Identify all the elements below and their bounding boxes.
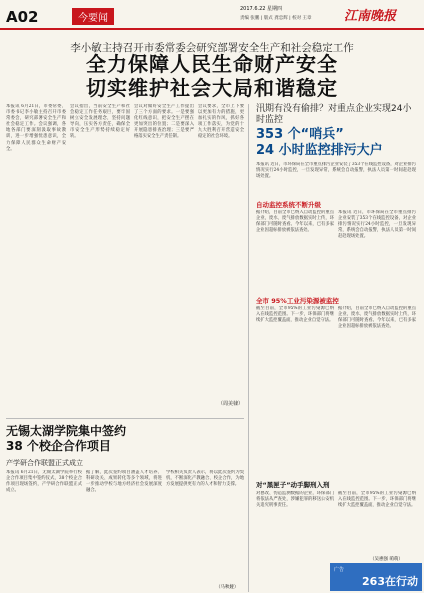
- second-headline: [6, 424, 126, 454]
- lead-headline-line1: 全力保障人民生命财产安全: [86, 52, 338, 76]
- lead-col-3: 会议对做好安全生产工作提出了三个方面的要求。一是要强化红线意识，把安全生产摆在更加突出的位置；二是要深入开展隐患排查治理；三是要严格落实安全生产责任制。: [134, 104, 194, 140]
- column-divider: [248, 104, 249, 592]
- box-kicker: 汛期有没有偷排？对重点企业实现24小时监控: [256, 104, 412, 125]
- box-sub2-col2: 据介绍，目前全市已纳入自动监控的重点企业，废水、废气排放数据实时上传，环保部门可随时查看。今年以来，已有多家企业因超标排放被依法查处。: [338, 306, 416, 330]
- section-tag: 今要闻: [72, 8, 114, 25]
- box-sub3-col1: 对篡改、伪造监测数据的企业，环保部门将依法从严查处，涉嫌犯罪的移送公安机关追究刑事责任。: [256, 491, 334, 509]
- lead-subheadline: 李小敏主持召开市委常委会研究部署安全生产和社会稳定工作: [70, 42, 354, 54]
- second-col-2: 据了解，此次签约项目涵盖人才培养、科研攻关、成果转化等多个领域，将进一步推动学校与地方经济社会发展深度融合。: [86, 470, 162, 494]
- box-sub2-col1: 截至目前，全市95%的工业污染源已纳入在线监控范围。下一步，环保部门将继续扩大监控覆盖面，推动企业自觉守法。: [256, 306, 334, 324]
- second-byline: （马秋娅）: [216, 585, 239, 590]
- second-headline-line1: 无锡太湖学院集中签约: [6, 424, 127, 438]
- second-col-3: 学校相关负责人表示，将以此次签约为契机，不断深化产教融合、校企合作，为地方发展提供更有力的人才和智力支撑。: [166, 470, 244, 488]
- box-number-line: 353 个“哨兵”: [256, 127, 344, 142]
- box-subhead-1: 自动监控系统不断升级: [256, 201, 321, 209]
- story-divider: [6, 418, 244, 419]
- box-sub1-col1: 据介绍，目前全市已纳入自动监控的重点企业，废水、废气排放数据实时上传，环保部门可随时查看。今年以来，已有多家企业因超标排放被依法查处。: [256, 210, 334, 234]
- editors-line: 责编 张鹏 | 版式 龚忠辉 | 校对 王章: [240, 16, 312, 21]
- lead-col-4: 会议要求，全市上下要以更加有力的措施，更加扎实的作风，抓好各项工作落实，为党的十九大胜利召开营造安全稳定的社会环境。: [198, 104, 244, 140]
- second-subheadline: 产学研合作联盟正式成立: [6, 459, 83, 467]
- lead-headline: [6, 52, 418, 100]
- box-headline: 24 小时监控排污大户: [256, 143, 383, 158]
- box-byline: （吴惠强 萌萌）: [370, 557, 403, 562]
- newspaper-logo: 江南晚报: [344, 9, 397, 24]
- box-subhead-3: 对“黑匣子”动手脚刑入刑: [256, 481, 330, 489]
- box-sub3-col2: 截至目前，全市95%的工业污染源已纳入在线监控范围。下一步，环保部门将继续扩大监控覆盖面，推动企业自觉守法。: [338, 491, 416, 509]
- box-intro: 本报讯 近日，市环保局在全市重点排污企业安装了353个在线监控设备，对企业排污情况实行24小时监控，一旦发现异常，系统会自动报警，执法人员第一时间赶赴现场处置。: [256, 162, 416, 180]
- second-headline-line2: 38 个校企合作项目: [6, 439, 111, 453]
- lead-headline-line2: 切实维护社会大局和谐稳定: [86, 76, 338, 100]
- lead-col-1: 本报讯 6月21日，市委常委、市委书记李小敏主持召开市委常委会，研究部署安全生产和社会稳定工作。会议强调，各地各部门要深刻汲取事故教训，进一步增强忧患意识，全力保障人民群众生命财产安全。: [6, 104, 66, 152]
- lead-col-2: 会议指出，当前安全生产和社会稳定工作任务艰巨，要牢固树立安全发展理念，坚持问题导向，压实各方责任，确保全市安全生产形势持续稳定好转。: [70, 104, 130, 140]
- advertisement: [330, 563, 422, 591]
- date-line: 2017.6.22 星期四: [240, 6, 283, 12]
- box-sub1-col2: 本报讯 近日，市环保局在全市重点排污企业安装了353个在线监控设备，对企业排污情况实行24小时监控，一旦发现异常，系统会自动报警，执法人员第一时间赶赴现场处置。: [338, 210, 416, 240]
- lead-byline: （周美棣）: [218, 401, 244, 407]
- ad-label: 广告: [334, 567, 345, 573]
- ad-slogan: 263在行动: [362, 575, 418, 588]
- page-number: A02: [6, 8, 39, 26]
- masthead-divider: [0, 28, 424, 30]
- second-col-1: 本报讯 6月21日，无锡太湖学院举行校企合作项目集中签约仪式，38个校企合作项目现场签约，产学研合作联盟正式成立。: [6, 470, 82, 494]
- box-subhead-2: 全市 95%工业污染源被监控: [256, 297, 339, 305]
